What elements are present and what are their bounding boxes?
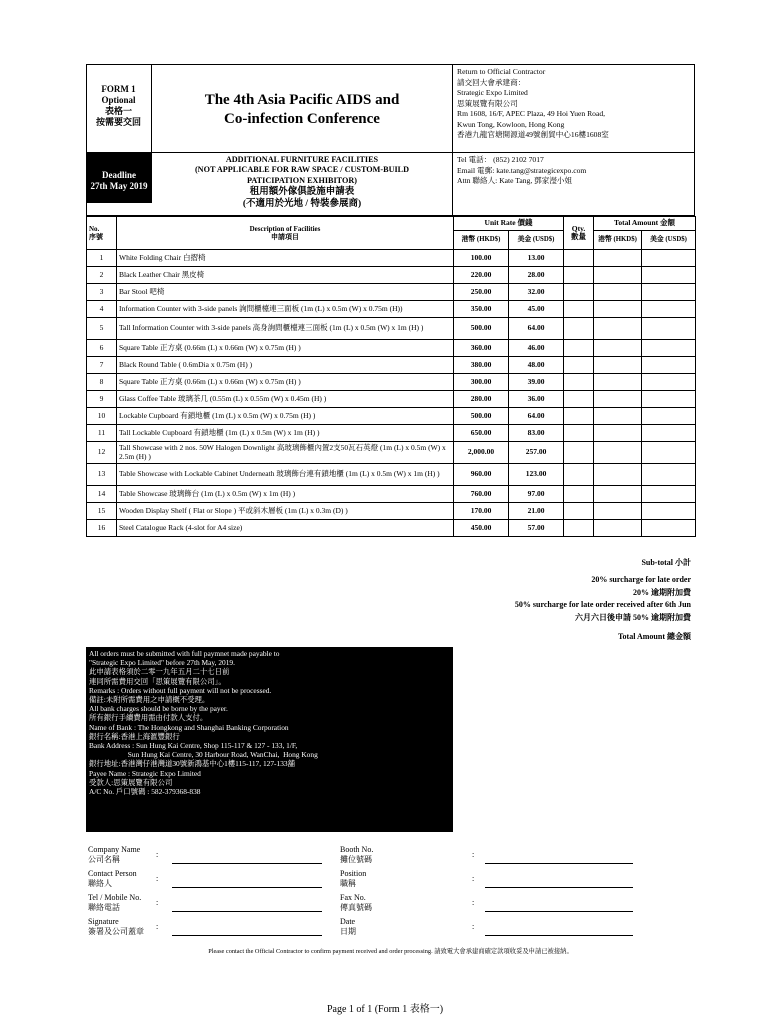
title-line-1: The 4th Asia Pacific AIDS and <box>204 92 400 108</box>
remark-line: Sun Hung Kai Centre, 30 Harbour Road, WanChai, Hong Kong <box>89 750 318 760</box>
company-name-field <box>88 845 328 869</box>
item-no: 1 <box>87 250 117 267</box>
remark-line: Name of Bank : The Hongkong and Shanghai Banking Corporation <box>89 722 289 732</box>
contact-person-field <box>88 869 328 893</box>
item-qty-input[interactable] <box>564 520 594 537</box>
item-total-usd-input[interactable] <box>642 464 696 486</box>
item-price-hkd: 380.00 <box>454 357 509 374</box>
item-price-hkd: 500.00 <box>454 318 509 340</box>
item-total-hkd-input[interactable] <box>594 318 642 340</box>
item-description: Information Counter with 3-side panels 詢問櫃檯連三面板 (1m (L) x 0.5m (W) x 0.75m (H)) <box>117 301 454 318</box>
table-row <box>87 391 696 408</box>
contractor-line: Rm 1608, 16/F, APEC Plaza, 49 Hoi Yuen Road, <box>457 109 606 118</box>
item-price-usd: 13.00 <box>509 250 564 267</box>
header-qty-zh: 數量 <box>571 232 587 241</box>
header-desc-en: Description of Facilities <box>249 224 321 233</box>
item-no: 3 <box>87 284 117 301</box>
item-total-usd-input[interactable] <box>642 374 696 391</box>
late6-surcharge-zh: 六月六日後申請 50% 逾期附加費 <box>575 613 691 622</box>
facilities-note-zh: (不適用於光地 / 特裝參展商) <box>242 198 362 209</box>
table-row <box>87 425 696 442</box>
contractor-line: 香港九龍官塘開源道49號創貿中心16樓1608室 <box>457 130 609 139</box>
item-no: 16 <box>87 520 117 537</box>
item-price-usd: 57.00 <box>509 520 564 537</box>
item-no: 10 <box>87 408 117 425</box>
item-qty-input[interactable] <box>564 250 594 267</box>
item-price-usd: 45.00 <box>509 301 564 318</box>
item-qty-input[interactable] <box>564 284 594 301</box>
signature-input[interactable] <box>172 934 322 936</box>
item-description: Tall Showcase with 2 nos. 50W Halogen Downlight 高玻璃飾櫃內置2支50瓦石英燈 (1m (L) x 0.5m (W) x 2.5m (H) ) <box>117 442 454 464</box>
field-label-en: Company Name <box>88 845 141 854</box>
remark-line: "Strategic Expo Limited" before 27th May, 2019. <box>89 658 235 668</box>
item-total-hkd-input[interactable] <box>594 503 642 520</box>
header-qty-en: Qty. <box>571 223 586 233</box>
contractor-address <box>452 64 695 152</box>
item-qty-input[interactable] <box>564 408 594 425</box>
position-input[interactable] <box>485 886 633 888</box>
remark-line: Remarks : Orders without full payment will not be processed. <box>89 685 272 695</box>
item-total-usd-input[interactable] <box>642 391 696 408</box>
remark-line: 銀行名稱:香港上海滙豐銀行 <box>89 731 180 741</box>
item-price-usd: 123.00 <box>509 464 564 486</box>
header-qty <box>564 217 594 250</box>
field-colon: : <box>156 898 159 907</box>
remark-line: 所有銀行手續費用需由付款人支付。 <box>89 713 208 723</box>
item-total-usd-input[interactable] <box>642 425 696 442</box>
item-description: Tall Information Counter with 3-side panels 高身詢問櫃檯連三面板 (1m (L) x 0.5m (W) x 1m (H) ) <box>117 318 454 340</box>
form-optional-zh: 按需要交回 <box>95 117 141 127</box>
late-surcharge-zh: 20% 逾期附加費 <box>633 588 691 597</box>
table-row <box>87 357 696 374</box>
facilities-table <box>86 216 696 537</box>
late6-surcharge-en: 50% surcharge for late order received after 6th Jun <box>514 600 691 609</box>
payment-remarks <box>86 647 453 832</box>
header-no-en: No. <box>89 224 100 233</box>
item-price-hkd: 2,000.00 <box>454 442 509 464</box>
item-price-usd: 46.00 <box>509 340 564 357</box>
facilities-title: ADDITIONAL FURNITURE FACILITIES <box>225 155 379 164</box>
item-qty-input[interactable] <box>564 425 594 442</box>
item-no: 11 <box>87 425 117 442</box>
item-price-hkd: 100.00 <box>454 250 509 267</box>
item-no: 2 <box>87 267 117 284</box>
item-no: 15 <box>87 503 117 520</box>
item-price-usd: 36.00 <box>509 391 564 408</box>
item-description: Tall Lockable Cupboard 有鎖地櫃 (1m (L) x 0.5m (W) x 1m (H) ) <box>117 425 454 442</box>
title-line-2: Co-infection Conference <box>224 111 380 127</box>
facilities-note-1: (NOT APPLICABLE FOR RAW SPACE / CUSTOM-BUILD <box>194 165 410 175</box>
field-colon: : <box>472 922 475 931</box>
item-no: 13 <box>87 464 117 486</box>
item-no: 12 <box>87 442 117 464</box>
booth-no-input[interactable] <box>485 862 633 864</box>
field-label-en: Fax No. <box>340 893 366 902</box>
item-price-hkd: 300.00 <box>454 374 509 391</box>
item-description: Steel Catalogue Rack (4-slot for A4 size) <box>117 520 454 537</box>
field-label-en: Position <box>340 869 367 878</box>
field-label-zh: 攤位號碼 <box>340 854 372 864</box>
item-total-hkd-input[interactable] <box>594 340 642 357</box>
item-price-usd: 48.00 <box>509 357 564 374</box>
tel-field <box>88 893 328 917</box>
item-no: 4 <box>87 301 117 318</box>
field-colon: : <box>156 922 159 931</box>
item-total-hkd-input[interactable] <box>594 520 642 537</box>
contact-person-input[interactable] <box>172 886 322 888</box>
item-total-usd-input[interactable] <box>642 442 696 464</box>
date-field <box>340 917 640 941</box>
header-desc-zh: 申請項目 <box>271 233 299 241</box>
item-price-hkd: 250.00 <box>454 284 509 301</box>
item-description: White Folding Chair 白摺椅 <box>117 250 454 267</box>
item-price-usd: 97.00 <box>509 486 564 503</box>
item-total-usd-input[interactable] <box>642 267 696 284</box>
remark-line: All bank charges should be borne by the payer. <box>89 704 228 714</box>
item-price-hkd: 170.00 <box>454 503 509 520</box>
field-colon: : <box>472 874 475 883</box>
item-qty-input[interactable] <box>564 301 594 318</box>
form-number: FORM 1 <box>101 84 136 94</box>
item-total-hkd-input[interactable] <box>594 425 642 442</box>
item-price-hkd: 360.00 <box>454 340 509 357</box>
contractor-line: 請交回大會承建商： <box>457 77 526 87</box>
item-price-hkd: 450.00 <box>454 520 509 537</box>
totals-block <box>86 551 695 646</box>
fields-left <box>88 845 328 941</box>
item-no: 7 <box>87 357 117 374</box>
item-description: Glass Coffee Table 玻璃茶几 (0.55m (L) x 0.55m (W) x 0.45m (H) ) <box>117 391 454 408</box>
field-label-en: Tel / Mobile No. <box>88 893 142 902</box>
item-rows <box>87 250 696 537</box>
field-label-zh: 職稱 <box>340 878 356 888</box>
item-qty-input[interactable] <box>564 374 594 391</box>
item-description: Bar Stool 吧椅 <box>117 284 454 301</box>
deadline-box <box>86 152 152 203</box>
header-no <box>87 217 117 250</box>
header-description <box>117 217 454 250</box>
item-price-hkd: 500.00 <box>454 408 509 425</box>
fax-no-field <box>340 893 640 917</box>
contact-details <box>452 152 695 216</box>
position-field <box>340 869 640 893</box>
header-usd: 美金 (USD$) <box>509 231 564 250</box>
item-price-usd: 64.00 <box>509 318 564 340</box>
field-label-en: Signature <box>88 917 119 926</box>
item-no: 6 <box>87 340 117 357</box>
item-total-hkd-input[interactable] <box>594 284 642 301</box>
table-row <box>87 250 696 267</box>
table-row <box>87 503 696 520</box>
facilities-title-zh: 租用額外傢俱設施申請表 <box>249 186 355 197</box>
item-qty-input[interactable] <box>564 442 594 464</box>
remark-line: A/C No. 戶口號碼 : 582-379368-838 <box>89 787 201 797</box>
table-row <box>87 374 696 391</box>
item-qty-input[interactable] <box>564 464 594 486</box>
conference-title <box>152 64 452 152</box>
date-input[interactable] <box>485 934 633 936</box>
item-description: Wooden Display Shelf ( Flat or Slope ) 平或斜木層板 (1m (L) x 0.3m (D) ) <box>117 503 454 520</box>
item-description: Table Showcase with Lockable Cabinet Underneath 玻璃飾台連有鎖地櫃 (1m (L) x 0.5m (W) x 1m (H) ) <box>117 464 454 486</box>
item-description: Lockable Cupboard 有鎖地櫃 (1m (L) x 0.5m (W) x 0.75m (H) ) <box>117 408 454 425</box>
item-total-hkd-input[interactable] <box>594 250 642 267</box>
item-total-hkd-input[interactable] <box>594 391 642 408</box>
field-colon: : <box>156 850 159 859</box>
table-row <box>87 340 696 357</box>
table-row <box>87 408 696 425</box>
deadline-date: 27th May 2019 <box>90 181 148 191</box>
total-amount-label: Total Amount 總金額 <box>617 632 691 641</box>
item-qty-input[interactable] <box>564 318 594 340</box>
remark-line: 此申請表格須於二零一九年五月二十七日前 <box>89 667 230 677</box>
item-price-usd: 32.00 <box>509 284 564 301</box>
item-total-usd-input[interactable] <box>642 340 696 357</box>
item-no: 14 <box>87 486 117 503</box>
item-description: Table Showcase 玻璃飾台 (1m (L) x 0.5m (W) x 1m (H) ) <box>117 486 454 503</box>
item-total-hkd-input[interactable] <box>594 357 642 374</box>
item-price-usd: 83.00 <box>509 425 564 442</box>
item-price-hkd: 960.00 <box>454 464 509 486</box>
company-name-input[interactable] <box>172 862 322 864</box>
remark-line: 銀行地址:香港灣仔港灣道30號新鴻基中心1樓115-117, 127-133舖 <box>89 759 295 769</box>
facilities-note-2: PATICIPATION EXHIBITOR) <box>246 175 357 185</box>
remark-line: 連同所需費用交回「思策展覽有限公司」。 <box>89 676 226 686</box>
signature-field <box>88 917 328 941</box>
item-total-hkd-input[interactable] <box>594 374 642 391</box>
item-total-usd-input[interactable] <box>642 520 696 537</box>
facilities-heading <box>152 152 452 216</box>
item-total-usd-input[interactable] <box>642 250 696 267</box>
item-total-usd-input[interactable] <box>642 318 696 340</box>
subtotal-label: Sub-total 小計 <box>641 558 691 567</box>
item-total-hkd-input[interactable] <box>594 442 642 464</box>
item-description: Black Round Table ( 0.6mDia x 0.75m (H) ) <box>117 357 454 374</box>
field-label-zh: 聯絡人 <box>88 878 112 888</box>
item-qty-input[interactable] <box>564 357 594 374</box>
field-colon: : <box>472 850 475 859</box>
item-qty-input[interactable] <box>564 267 594 284</box>
table-row <box>87 318 696 340</box>
table-row <box>87 267 696 284</box>
item-total-usd-input[interactable] <box>642 486 696 503</box>
item-no: 9 <box>87 391 117 408</box>
item-total-hkd-input[interactable] <box>594 267 642 284</box>
page-number: Page 1 of 1 (Form 1 表格一) <box>326 1004 444 1015</box>
item-price-usd: 21.00 <box>509 503 564 520</box>
remark-line: Payee Name : Strategic Expo Limited <box>89 768 201 778</box>
item-no: 5 <box>87 318 117 340</box>
field-label-en: Date <box>340 917 356 926</box>
remark-line: All orders must be submitted with full paymnet made payable to <box>89 649 280 658</box>
deadline-label: Deadline <box>101 170 136 180</box>
item-price-hkd: 350.00 <box>454 301 509 318</box>
item-price-hkd: 760.00 <box>454 486 509 503</box>
item-total-usd-input[interactable] <box>642 301 696 318</box>
form-label <box>86 64 152 152</box>
field-label-zh: 簽署及公司蓋章 <box>88 926 144 936</box>
item-total-usd-input[interactable] <box>642 408 696 425</box>
item-price-usd: 39.00 <box>509 374 564 391</box>
item-qty-input[interactable] <box>564 391 594 408</box>
item-qty-input[interactable] <box>564 486 594 503</box>
late-surcharge-en: 20% surcharge for late order <box>591 575 691 584</box>
item-total-hkd-input[interactable] <box>594 464 642 486</box>
item-total-usd-input[interactable] <box>642 284 696 301</box>
item-description: Square Table 正方桌 (0.66m (L) x 0.66m (W) x 0.75m (H) ) <box>117 340 454 357</box>
field-label-zh: 公司名稱 <box>88 854 120 864</box>
item-price-usd: 28.00 <box>509 267 564 284</box>
item-price-hkd: 220.00 <box>454 267 509 284</box>
table-row <box>87 464 696 486</box>
item-total-hkd-input[interactable] <box>594 486 642 503</box>
item-total-hkd-input[interactable] <box>594 408 642 425</box>
field-label-zh: 傳真號碼 <box>340 902 372 912</box>
item-qty-input[interactable] <box>564 503 594 520</box>
item-no: 8 <box>87 374 117 391</box>
item-total-hkd-input[interactable] <box>594 301 642 318</box>
header-no-zh: 序號 <box>89 233 103 241</box>
item-total-usd-input[interactable] <box>642 503 696 520</box>
table-row <box>87 520 696 537</box>
tel-input[interactable] <box>172 910 322 912</box>
field-label-zh: 聯絡電話 <box>88 902 120 912</box>
remark-line: Bank Address : Sun Hung Kai Centre, Shop 115-117 & 127 - 133, 1/F, <box>89 741 298 751</box>
contact-email: Email 電郵: kate.tang@strategicexpo.com <box>457 165 587 175</box>
item-price-usd: 64.00 <box>509 408 564 425</box>
contact-tel: Tel 電話： (852) 2102 7017 <box>457 155 544 164</box>
item-price-hkd: 280.00 <box>454 391 509 408</box>
field-label-en: Contact Person <box>88 869 137 878</box>
field-label-zh: 日期 <box>340 926 356 936</box>
header-hkd: 港幣 (HKD$) <box>454 231 509 250</box>
form-number-zh: 表格一 <box>104 106 132 116</box>
header-total: Total Amount 金額 <box>594 217 696 231</box>
table-row <box>87 486 696 503</box>
fax-no-input[interactable] <box>485 910 633 912</box>
form-optional: Optional <box>101 95 136 105</box>
table-row <box>87 442 696 464</box>
item-total-usd-input[interactable] <box>642 357 696 374</box>
contractor-line: Kwun Tong, Kowloon, Hong Kong <box>457 119 565 129</box>
table-row <box>87 301 696 318</box>
field-colon: : <box>472 898 475 907</box>
contractor-line: Return to Official Contractor <box>457 67 546 76</box>
item-price-usd: 257.00 <box>509 442 564 464</box>
remark-line: 備註:未附所需費用之申請概不受理。 <box>89 695 210 705</box>
item-qty-input[interactable] <box>564 340 594 357</box>
field-colon: : <box>156 874 159 883</box>
footer-note: Please contact the Official Contractor to confirm payment received and order processing. 請致電大會承建商確定款項收妥及申請已被接納。 <box>208 948 573 955</box>
table-row <box>87 284 696 301</box>
header-total-usd: 美金 (USD$) <box>642 231 696 250</box>
fields-right <box>340 845 640 941</box>
header-unit-rate: Unit Rate 價錢 <box>454 217 564 231</box>
remark-line: 受款人:思策展覽有限公司 <box>89 777 173 787</box>
item-description: Square Table 正方桌 (0.66m (L) x 0.66m (W) x 0.75m (H) ) <box>117 374 454 391</box>
booth-no-field <box>340 845 640 869</box>
contractor-line: Strategic Expo Limited <box>457 88 528 97</box>
item-price-hkd: 650.00 <box>454 425 509 442</box>
contractor-line: 思策展覽有限公司 <box>457 98 518 108</box>
header-total-hkd: 港幣 (HKD$) <box>594 231 642 250</box>
contact-attn: Attn 聯絡人: Kate Tang, 鄧家瀅小姐 <box>457 176 573 185</box>
item-description: Black Leather Chair 黑皮椅 <box>117 267 454 284</box>
field-label-en: Booth No. <box>340 845 374 854</box>
